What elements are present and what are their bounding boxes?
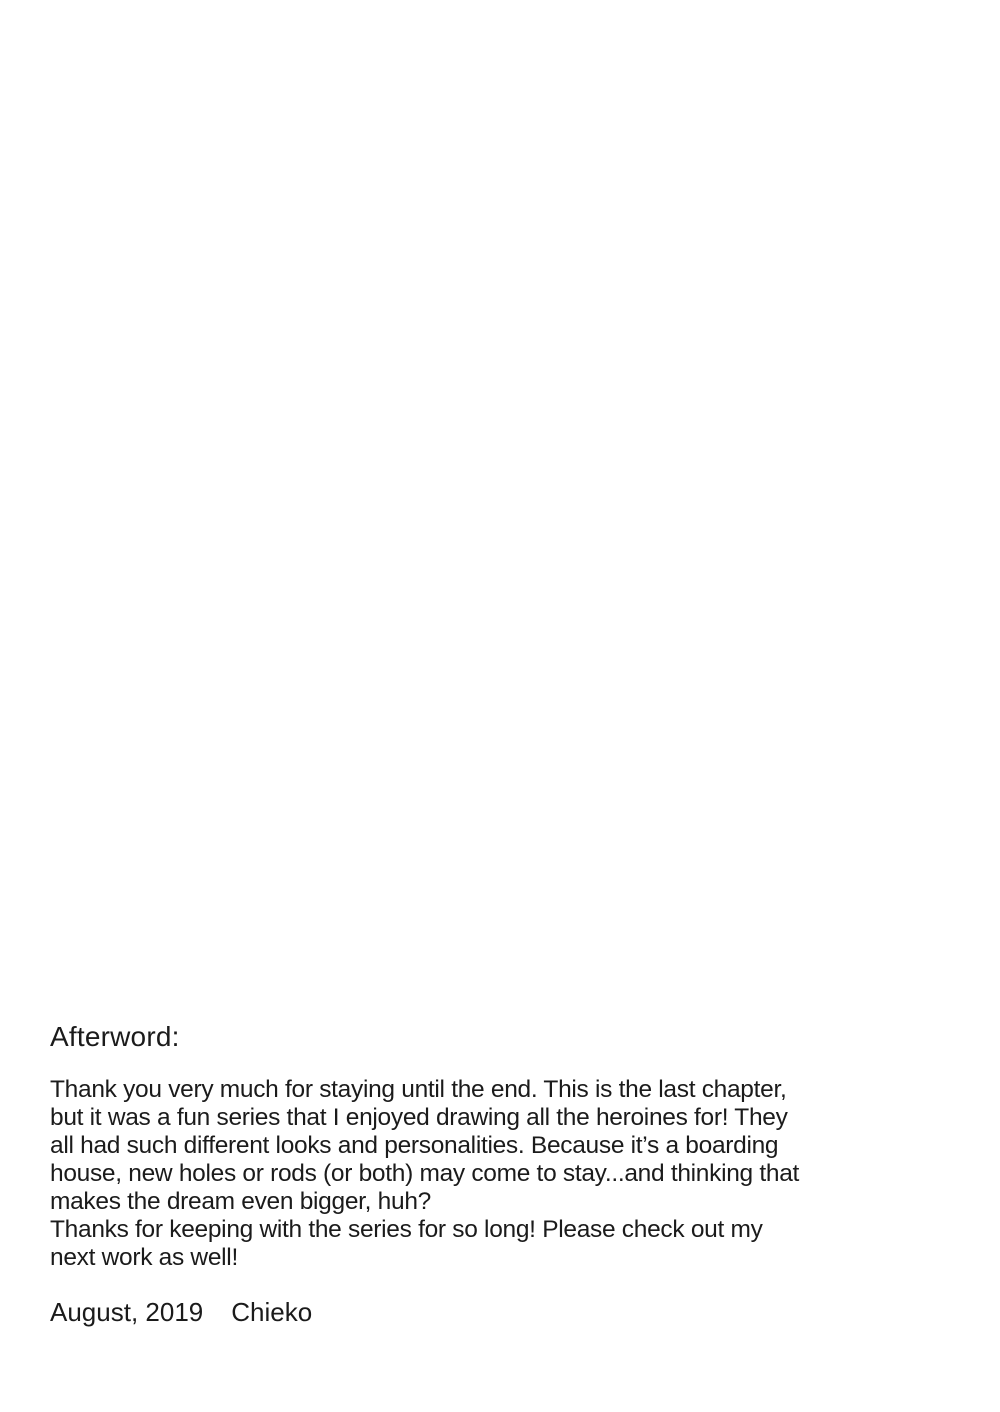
afterword-signature [50,1297,960,1327]
signature-author: Chieko [231,1297,313,1327]
afterword-body-line-7: next work as well! [50,1244,238,1271]
afterword-body [50,1076,960,1272]
afterword-body-line-3: all had such different looks and personalities. Because it’s a boarding [50,1132,779,1159]
afterword-body-line-2: but it was a fun series that I enjoyed drawing all the heroines for! They [50,1104,788,1131]
afterword-body-line-5: makes the dream even bigger, huh? [50,1188,431,1215]
afterword-body-line-6: Thanks for keeping with the series for so long! Please check out my [50,1216,763,1243]
signature-date: August, 2019 [50,1297,204,1327]
afterword-heading: Afterword: [50,1021,180,1052]
afterword-body-line-1: Thank you very much for staying until the end. This is the last chapter, [50,1076,787,1103]
afterword-body-line-4: house, new holes or rods (or both) may come to stay...and thinking that [50,1160,800,1187]
afterword-block [50,1022,960,1327]
